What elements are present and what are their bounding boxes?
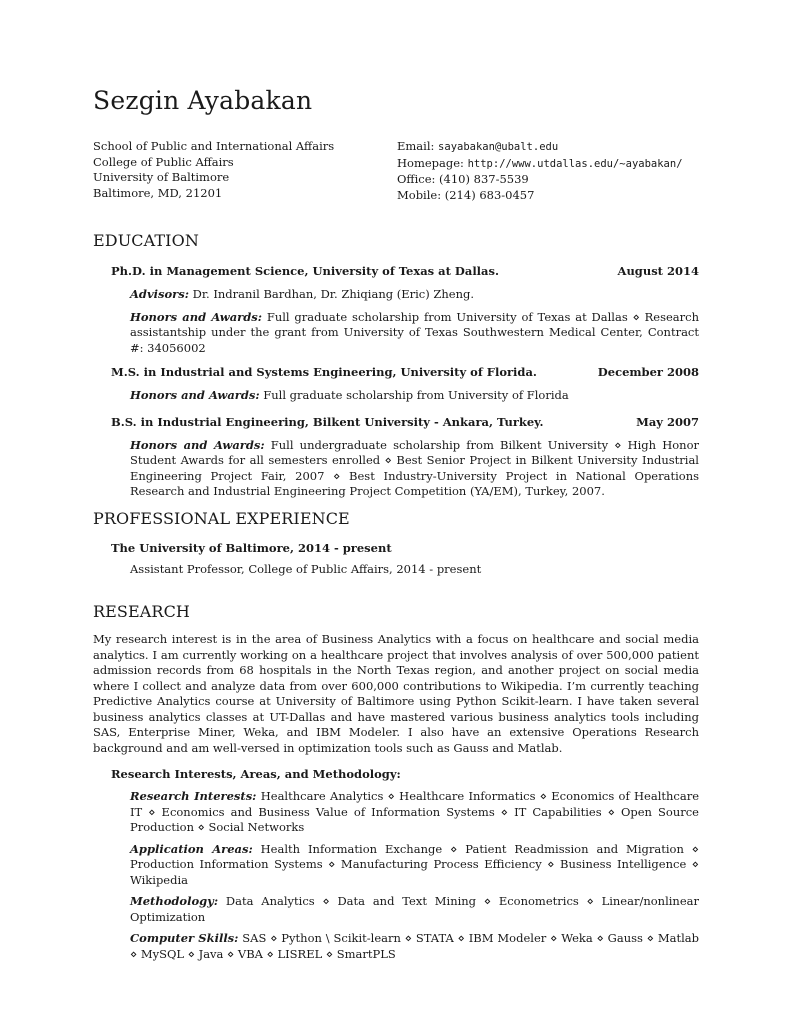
role: Assistant Professor, College of Public Affairs, 2014 - present	[130, 562, 482, 576]
homepage-link[interactable]: http://www.utdallas.edu/~ayabakan/	[467, 157, 683, 170]
honors-label: Honors and Awards:	[130, 388, 260, 402]
bs-degree: B.S. in Industrial Engineering, Bilkent University - Ankara, Turkey.	[111, 414, 544, 429]
research-section	[93, 602, 699, 962]
phd-honors	[93, 310, 699, 357]
advisors-text: Dr. Indranil Bardhan, Dr. Zhiqiang (Eric) Zheng.	[192, 287, 475, 301]
methodology	[93, 894, 699, 925]
computer-skills	[93, 931, 699, 962]
person-name: Sezgin Ayabakan	[93, 86, 313, 115]
address-line: College of Public Affairs	[93, 154, 234, 169]
areas-label: Application Areas:	[130, 841, 253, 856]
phd-date: August 2014	[617, 264, 699, 278]
research-heading: RESEARCH	[93, 602, 190, 621]
areas-text: Health Information Exchange ⋄ Patient Readmission and Migration ⋄ Production Information Systems ⋄ Manufacturing Process Efficiency ⋄ Business Intelligence ⋄ Wikipedia	[130, 841, 700, 887]
homepage-label: Homepage:	[397, 155, 464, 170]
email-line	[397, 139, 707, 156]
interests-label: Research Interests:	[130, 789, 257, 803]
homepage-line	[397, 156, 707, 173]
address-line: School of Public and International Affairs	[93, 139, 335, 153]
honors-text: Full graduate scholarship from University of Texas at Dallas ⋄ Research assistantship under the grant from University of Texas Southwestern Medical Center, Contract #: 34056002	[130, 309, 700, 355]
bs-date: May 2007	[636, 414, 699, 429]
ms-date: December 2008	[597, 365, 699, 379]
email-link[interactable]: sayabakan@ubalt.edu	[438, 141, 559, 153]
honors-label: Honors and Awards:	[130, 309, 262, 324]
skills-label: Computer Skills:	[130, 931, 239, 945]
ms-degree: M.S. in Industrial and Systems Engineering, University of Florida.	[111, 365, 537, 379]
employer	[93, 541, 699, 556]
ms-honors	[93, 388, 699, 404]
employer-name: The University of Baltimore, 2014 - present	[111, 541, 392, 555]
office-phone: Office: (410) 837-5539	[397, 172, 529, 186]
address-line: University of Baltimore	[93, 170, 230, 184]
address-line: Baltimore, MD, 21201	[93, 185, 223, 200]
education-section	[93, 231, 699, 500]
bs-heading	[93, 415, 699, 430]
address-block	[93, 139, 393, 201]
experience-section	[93, 509, 699, 578]
phd-degree: Ph.D. in Management Science, University of Texas at Dallas.	[111, 264, 499, 278]
phd-advisors	[93, 287, 699, 303]
advisors-label: Advisors:	[130, 287, 189, 301]
research-interests	[93, 789, 699, 836]
email-label: Email:	[397, 139, 435, 153]
research-summary: My research interest is in the area of Business Analytics with a focus on healthcare and social media analytics. I am currently working on a healthcare project that involves analysis of over 500,000 patient admission records from 68 hospitals in the North Texas region, and another project on social media where I collect and analyze data from over 600,000 contributions to Wikipedia. I’m currently teaching Predictive Analytics course at University of Baltimore using Python Scikit-learn. I have taken several business analytics classes at UT-Dallas and have mastered various business analytics tools including SAS, Enterprise Miner, Weka, and IBM Modeler. I also have an extensive Operations Research background and am well-versed in optimization tools such as Gauss and Matlab.	[93, 632, 699, 755]
education-heading: EDUCATION	[93, 231, 199, 250]
bs-honors	[93, 438, 699, 500]
methodology-label: Methodology:	[130, 894, 219, 908]
phd-heading	[93, 264, 699, 279]
mobile-phone: Mobile: (214) 683-0457	[397, 187, 535, 202]
experience-heading: PROFESSIONAL EXPERIENCE	[93, 509, 350, 528]
ms-heading	[93, 365, 699, 380]
skills-text: SAS ⋄ Python \ Scikit-learn ⋄ STATA ⋄ IBM Modeler ⋄ Weka ⋄ Gauss ⋄ Matlab ⋄ MySQL ⋄ Java ⋄ VBA ⋄ LISREL ⋄ SmartPLS	[130, 931, 700, 961]
methodology-text: Data Analytics ⋄ Data and Text Mining ⋄ Econometrics ⋄ Linear/nonlinear Optimization	[130, 894, 699, 924]
application-areas	[93, 842, 699, 889]
honors-text: Full undergraduate scholarship from Bilkent University ⋄ High Honor Student Awards for all semesters enrolled ⋄ Best Senior Project in Bilkent University Industrial Engineering Project Fair, 2007 ⋄ Best Industry-University Project in National Operations Research and Industrial Engineering Project Competition (YA/EM), Turkey, 2007.	[130, 437, 700, 498]
honors-label: Honors and Awards:	[130, 437, 265, 452]
contact-details	[397, 139, 707, 203]
interests-text: Healthcare Analytics ⋄ Healthcare Informatics ⋄ Economics of Healthcare IT ⋄ Economics and Business Value of Information Systems ⋄ IT Capabilities ⋄ Open Source Production ⋄ Social Networks	[130, 789, 700, 834]
honors-text: Full graduate scholarship from University of Florida	[263, 388, 569, 402]
research-subheading: Research Interests, Areas, and Methodology:	[111, 767, 401, 781]
